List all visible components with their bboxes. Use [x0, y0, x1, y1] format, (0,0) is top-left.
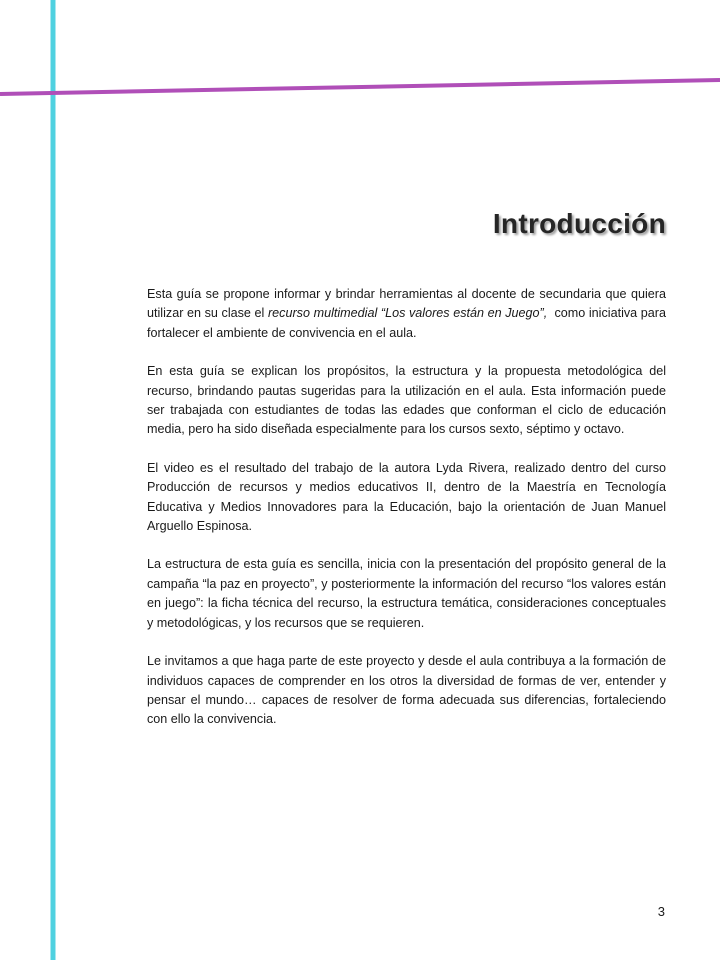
horizontal-magenta-rule	[0, 80, 720, 94]
introduction-body	[147, 285, 670, 749]
paragraph-1	[147, 285, 670, 343]
paragraph-3: El video es el resultado del trabajo de la autora Lyda Rivera, realizado dentro del curso Producción de recursos y medios educativos II, dentro de la Maestría en Tecnología Educativa y Medios Innovadores para la Educación, bajo la orientación de Juan Manuel Arguello Espinosa.	[147, 460, 666, 534]
page-number: 3	[657, 904, 665, 919]
paragraph-1-start: Esta guía se propone informar y brindar herramientas al docente de secundaria que quiera utilizar en su clase el	[147, 287, 666, 321]
paragraph-1-italic: recurso multimedial “Los valores están en Juego”,	[267, 306, 548, 321]
paragraph-5: Le invitamos a que haga parte de este proyecto y desde el aula contribuya a la formación de individuos capaces de comprender en los otros la diversidad de formas de ver, entender y pensar el mundo… capaces de resolver de forma adecuada sus diferencias, fortaleciendo con ello la convivencia.	[147, 654, 666, 727]
paragraph-1-end: como iniciativa para fortalecer el ambiente de convivencia en el aula.	[147, 306, 670, 340]
paragraph-2: En esta guía se explican los propósitos, la estructura y la propuesta metodológica del recurso, brindando pautas sugeridas para la utilización en el aula. Esta información puede ser trabajada con estudiantes de todas las edades que conforman el ciclo de educación media, pero ha sido diseñada especialmente para los cursos sexto, séptimo y octavo.	[147, 364, 666, 437]
paragraph-4: La estructura de esta guía es sencilla, inicia con la presentación del propósito general de la campaña “la paz en proyecto”, y posteriormente la información del recurso “los valores están en juego”: la ficha técnica del recurso, la estructura temática, consideraciones conceptuales y metodológicas, y los recursos que se requieren.	[147, 557, 666, 630]
page-title: Introducción	[492, 208, 666, 239]
